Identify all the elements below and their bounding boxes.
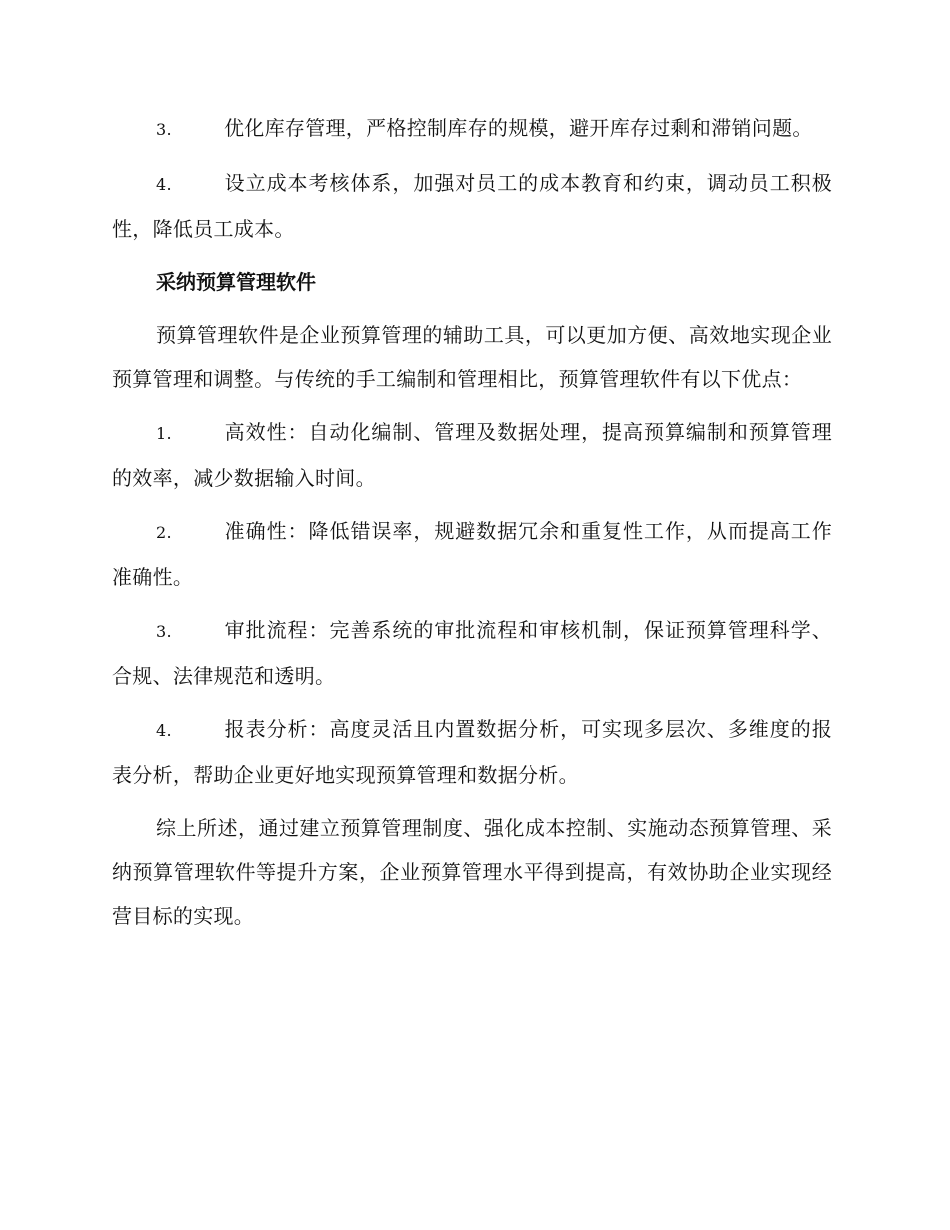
list-text: 准确性：降低错误率，规避数据冗余和重复性工作，从而提高工作准确性。: [112, 519, 832, 589]
section-intro: 预算管理软件是企业预算管理的辅助工具，可以更加方便、高效地实现企业预算管理和调整。与传统的手工编制和管理相比，预算管理软件有以下优点：: [112, 323, 832, 391]
list-text: 设立成本考核体系，加强对员工的成本教育和约束，调动员工积极性，降低员工成本。: [112, 171, 832, 241]
list-number: 4.: [156, 721, 172, 740]
list-item: [112, 161, 832, 251]
list-text: 审批流程：完善系统的审批流程和审核机制，保证预算管理科学、合规、法律规范和透明。: [112, 618, 832, 688]
list-number: 4.: [156, 175, 172, 194]
list-item: [112, 608, 832, 698]
list-text: 报表分析：高度灵活且内置数据分析，可实现多层次、多维度的报表分析，帮助企业更好地实现预算管理和数据分析。: [112, 717, 832, 787]
list-number: 2.: [156, 523, 172, 542]
list-number: 3.: [156, 622, 172, 641]
list-number: 1.: [156, 424, 172, 443]
list-text: 优化库存管理，严格控制库存的规模，避开库存过剩和滞销问题。: [224, 116, 813, 140]
list-item: [112, 106, 832, 152]
document-page: [112, 106, 832, 947]
list-item: [112, 707, 832, 797]
list-item: [112, 509, 832, 599]
section-heading: 采纳预算管理软件: [156, 270, 316, 294]
list-text: 高效性：自动化编制、管理及数据处理，提高预算编制和预算管理的效率，减少数据输入时间。: [112, 420, 832, 490]
conclusion-paragraph: 综上所述，通过建立预算管理制度、强化成本控制、实施动态预算管理、采纳预算管理软件等提升方案，企业预算管理水平得到提高，有效协助企业实现经营目标的实现。: [112, 816, 832, 928]
list-number: 3.: [156, 120, 172, 139]
list-item: [112, 410, 832, 500]
